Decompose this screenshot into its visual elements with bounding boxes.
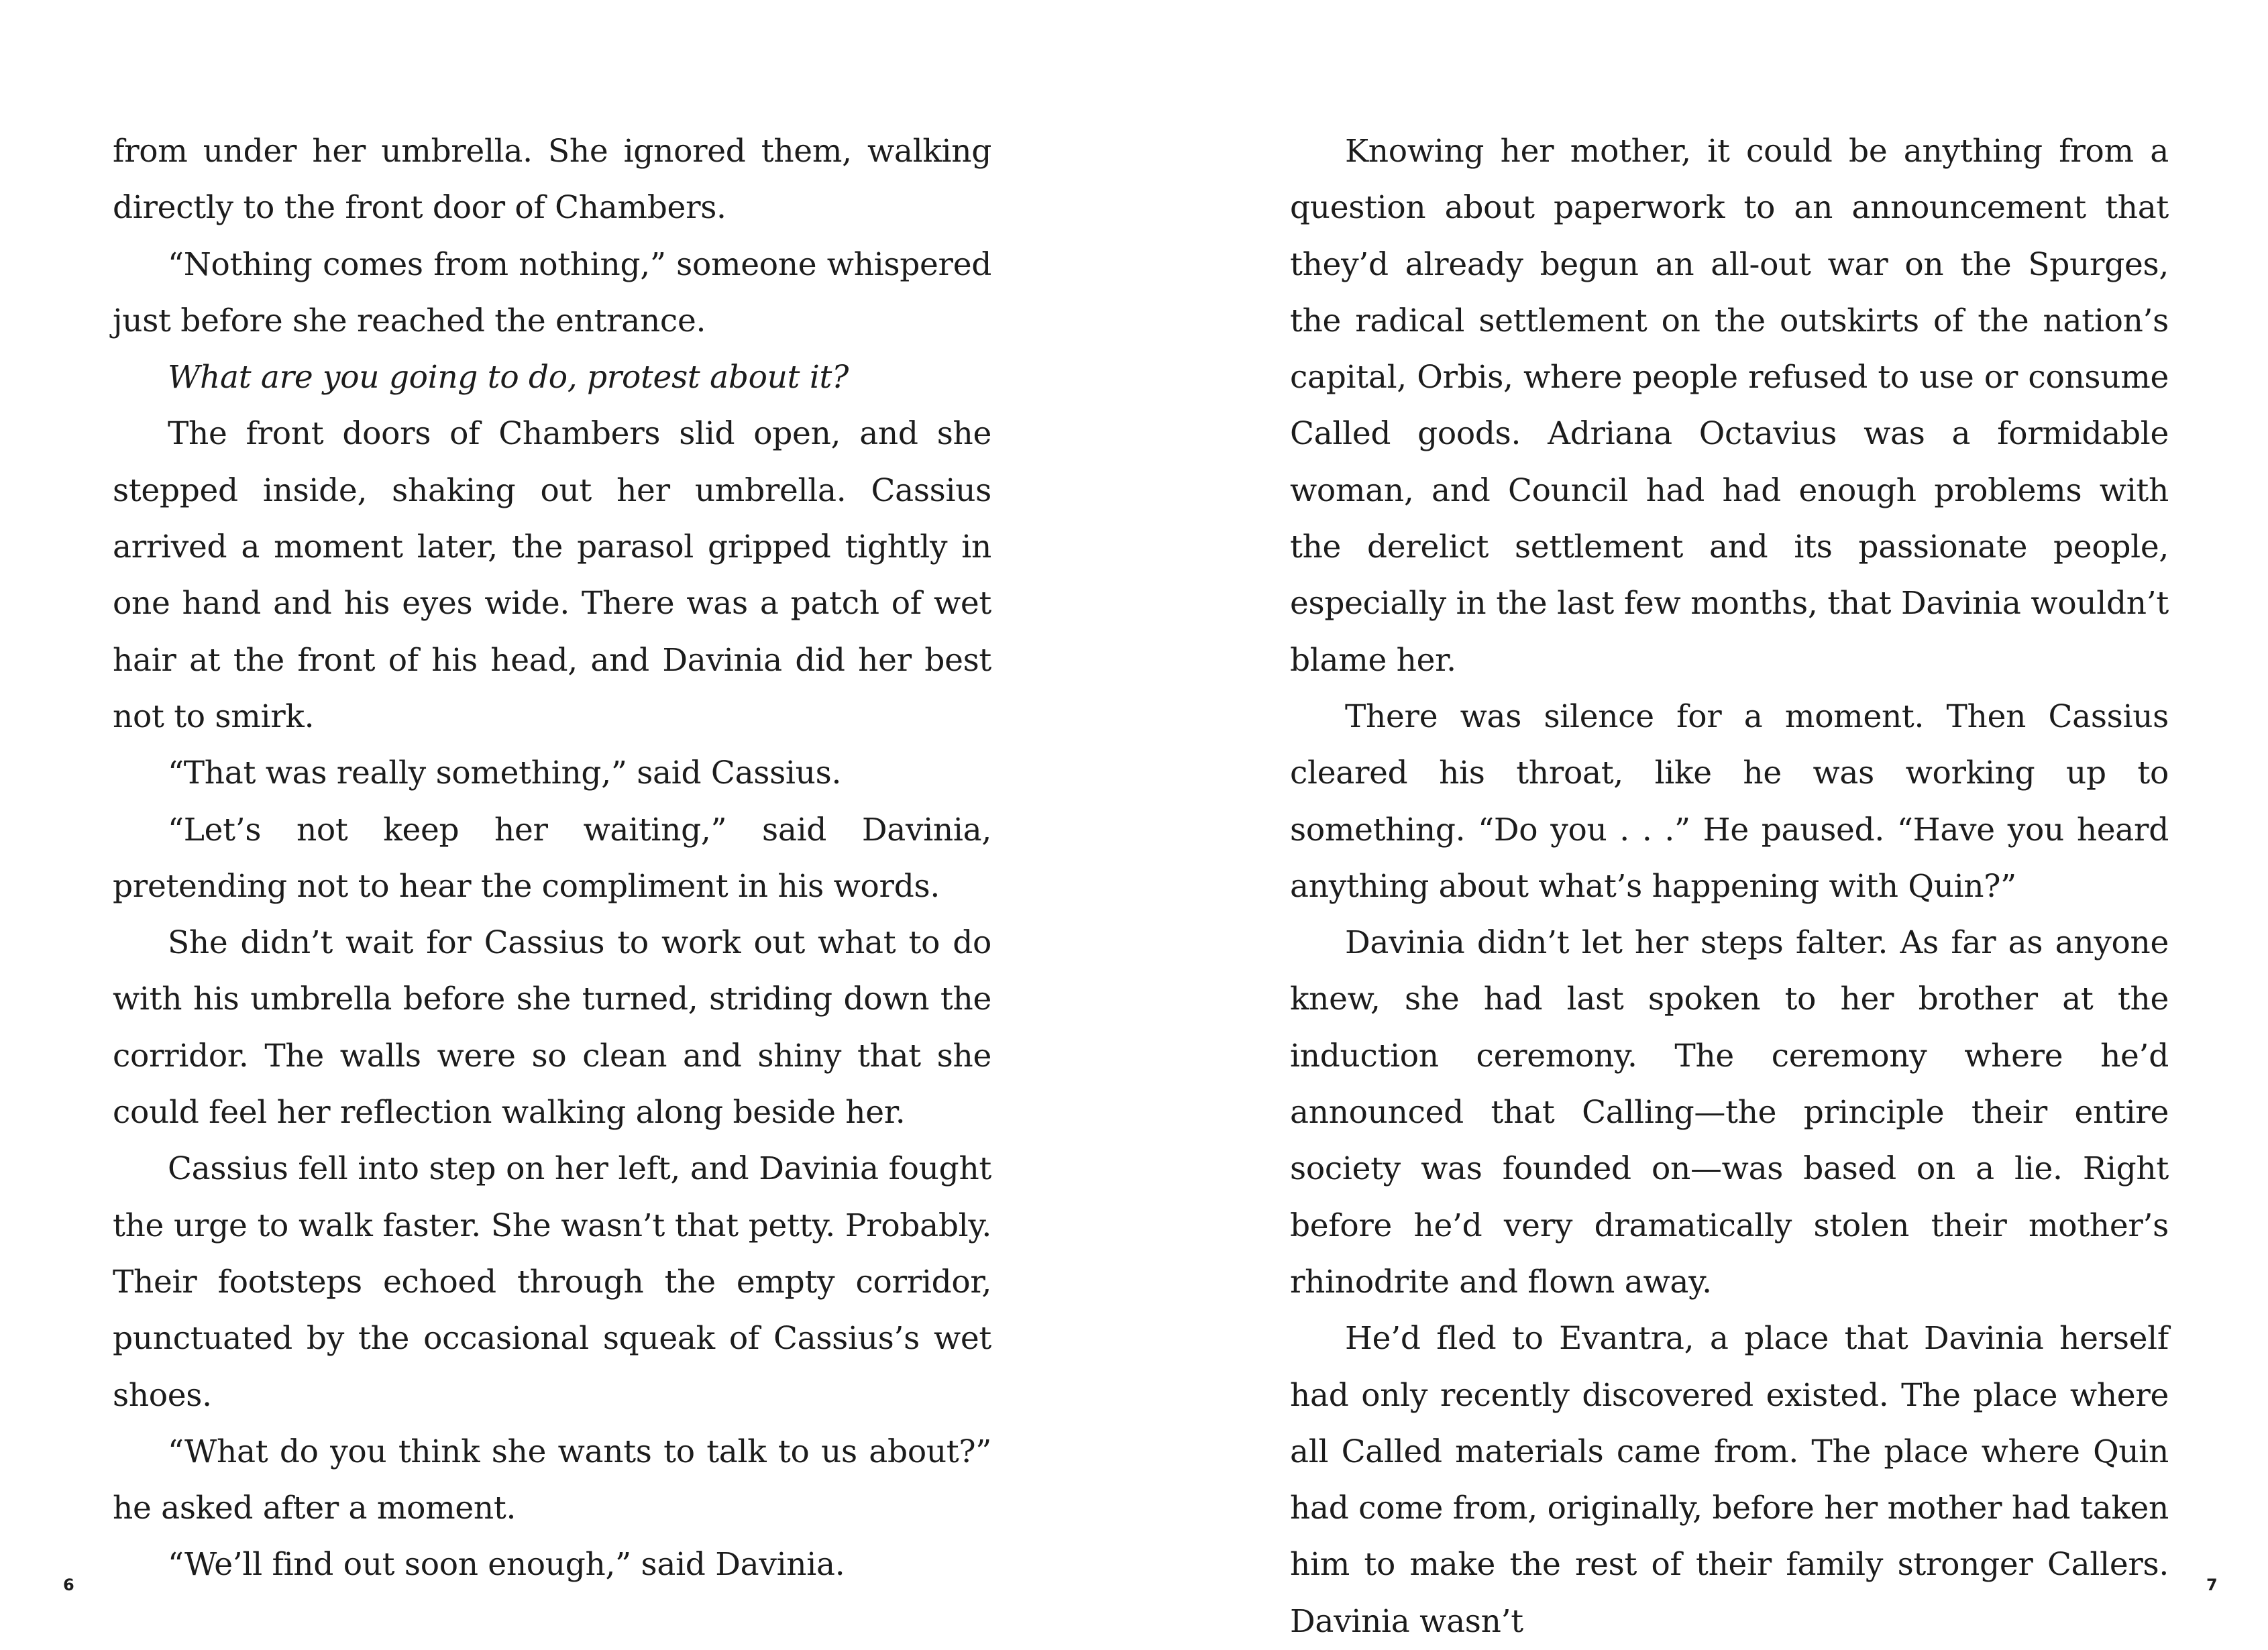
paragraph: from under her umbrella. She ignored them, walking directly to the front door of Chambers.	[113, 133, 991, 227]
paragraph: She didn’t wait for Cassius to work out what to do with his umbrella before she turned, striding down the corridor. The walls were so clean and shiny that she could feel her reflection walking along beside her.	[113, 924, 991, 1132]
right-page	[1134, 0, 2268, 1638]
left-page	[0, 0, 1134, 1638]
paragraph: Cassius fell into step on her left, and Davinia fought the urge to walk faster. She wasn’t that petty. Probably. Their footsteps echoed through the empty corridor, punctuated by the occasional squeak of Cassius’s wet shoes.	[113, 1150, 991, 1414]
paragraph: “Nothing comes from nothing,” someone whispered just before she reached the entrance.	[113, 245, 991, 339]
right-page-text	[1290, 123, 2169, 1650]
left-page-text	[113, 123, 991, 1594]
paragraph: “We’ll find out soon enough,” said Davinia.	[168, 1546, 845, 1584]
paragraph: There was silence for a moment. Then Cassius cleared his throat, like he was working up to something. “Do you . . .” He paused. “Have you heard anything about what’s happening with Quin?”	[1290, 698, 2169, 905]
page-number-left: 6	[63, 1576, 74, 1594]
paragraph: “Let’s not keep her waiting,” said Davinia, pretending not to hear the compliment in his words.	[113, 811, 991, 905]
page-number-right: 7	[2206, 1576, 2218, 1594]
paragraph: Davinia didn’t let her steps falter. As far as anyone knew, she had last spoken to her brother at the induction ceremony. The ceremony where he’d announced that Calling—the principle their entire society was founded on—was based on a lie. Right before he’d very dramatically stolen their mother’s rhinodrite and flown away.	[1290, 924, 2169, 1301]
paragraph: He’d fled to Evantra, a place that Davinia herself had only recently discovered existed. The place where all Called materials came from. The place where Quin had come from, originally, before her mother had taken him to make the rest of their family stronger Callers. Davinia wasn’t	[1290, 1320, 2169, 1640]
paragraph: “What do you think she wants to talk to us about?” he asked after a moment.	[113, 1433, 991, 1527]
italic-thought: What are you going to do, protest about it?	[168, 359, 849, 396]
paragraph: Knowing her mother, it could be anything from a question about paperwork to an announcement that they’d already begun an all-out war on the Spurges, the radical settlement on the outskirts of the nation’s capital, Orbis, where people refused to use or consume Called goods. Adriana Octavius was a formidable woman, and Council had had enough problems with the derelict settlement and its passionate people, especially in the last few months, that Davinia wouldn’t blame her.	[1290, 133, 2169, 679]
paragraph: The front doors of Chambers slid open, and she stepped inside, shaking out her umbrella. Cassius arrived a moment later, the parasol gripped tightly in one hand and his eyes wide. There was a patch of wet hair at the front of his head, and Davinia did her best not to smirk.	[113, 415, 991, 735]
paragraph: “That was really something,” said Cassius.	[168, 755, 842, 792]
